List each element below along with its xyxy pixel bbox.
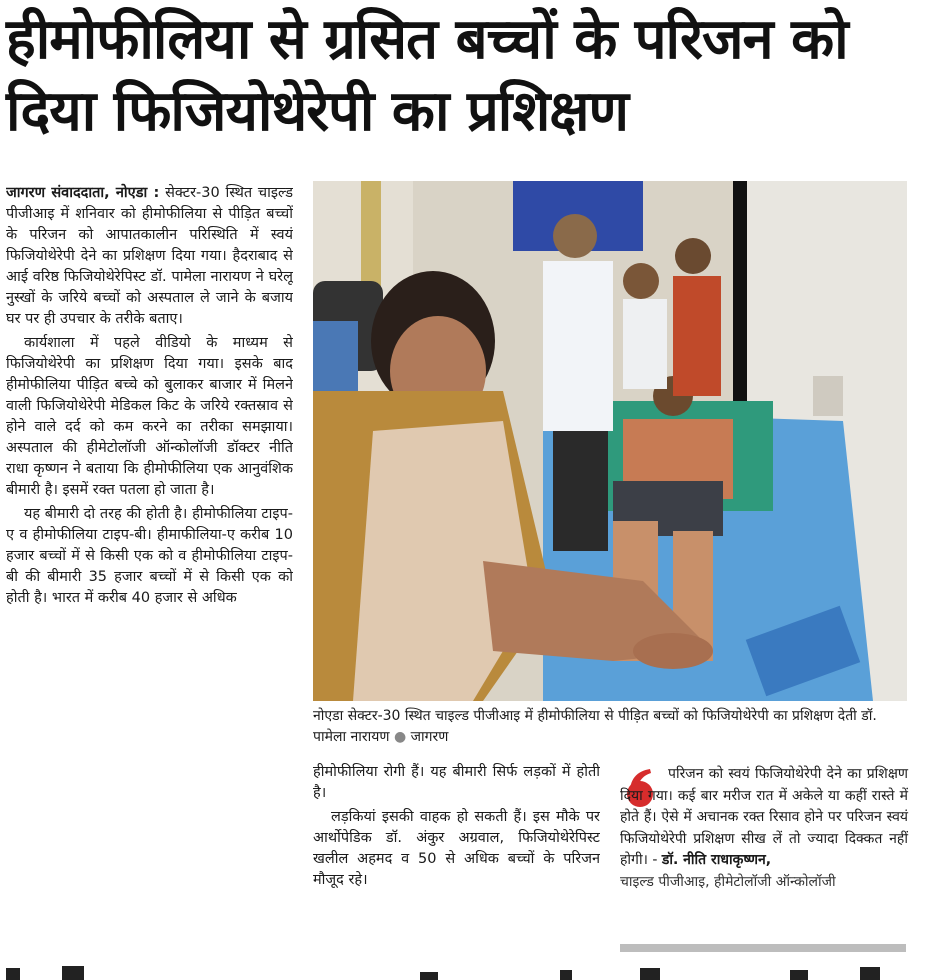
headline: हीमोफीलिया से ग्रसित बच्चों के परिजन को दिया फिजियोथेरेपी का प्रशिक्षण: [6, 7, 848, 144]
caption-text: नोएडा सेक्टर-30 स्थित चाइल्ड पीजीआइ में हीमोफीलिया से पीड़ित बच्चों को फिजियोथेरेपी का प्रशिक्षण देती डॉ. पामेला नारायण: [313, 708, 877, 745]
photo-caption: [313, 706, 907, 748]
dateline: जागरण संवाददाता, नोएडा :: [6, 185, 160, 201]
article-column-1: [6, 183, 293, 953]
pull-quote: [620, 764, 908, 954]
quote-author: डॉ. नीति राधाकृष्णन,: [661, 852, 772, 868]
credit-dot-icon: ●: [393, 729, 407, 745]
article-paragraph: यह बीमारी दो तरह की होती है। हीमोफीलिया टाइप-ए व हीमोफीलिया टाइप-बी। हीमाफीलिया-ए करीब 10 हजार बच्चों में से किसी एक को व हीमोफीलिया टाइप-बी की बीमारी 35 हजार बच्चों में से किसी एक को होती है। भारत में करीब 40 हजार से अधिक: [6, 506, 293, 606]
article-column-2: [313, 762, 600, 957]
article-paragraph: [6, 183, 293, 330]
quote-divider: [620, 944, 906, 952]
physiotherapy-photo-illustration: [313, 181, 907, 701]
article-paragraph: कार्यशाला में पहले वीडियो के माध्यम से फिजियोथेरेपी का प्रशिक्षण दिया गया। इसके बाद हीमोफीलिया पीड़ित बच्चे को बुलाकर बाजार में मिलने वाली फिजियोथेरेपी मेडिकल किट के जरिये रक्तस्राव से होने वाले दर्द को कम करने का तरीका समझाया। अस्पताल की हीमेटोलॉजी ऑन्कोलॉजी डॉक्टर नीति राधा कृष्णन ने बताया कि हीमोफीलिया एक आनुवंशिक बीमारी है। इसमें रक्त पतला हो जाता है।: [6, 335, 293, 498]
article-text: सेक्टर-30 स्थित चाइल्ड पीजीआइ में शनिवार को हीमोफीलिया से पीड़ित बच्चों के परिजन को आपातकालीन परिस्थिति में स्वयं फिजियोथेरेपी देने का प्रशिक्षण दिया गया। हैदराबाद से आई वरिष्ठ फिजियोथेरेपिस्ट डॉ. पामेला नारायण ने घरेलू नुस्खों के जरिये बच्चों को अस्पताल ले जाने के बजाय घर पर ही उपचार के तरीके बताए।: [6, 185, 293, 327]
next-article-edge: [0, 962, 928, 980]
quote-designation: चाइल्ड पीजीआइ, हीमेटोलॉजी ऑन्कोलॉजी: [620, 873, 836, 890]
photo-credit: जागरण: [410, 729, 449, 745]
quote-body: [620, 764, 908, 893]
quote-text: परिजन को स्वयं फिजियोथेरेपी देने का प्रशिक्षण दिया गया। कई बार मरीज रात में अकेले या कहीं रास्ते में होते हैं। ऐसे में अचानक रक्त रिसाव होने पर परिजन स्वयं फिजियोथेरेपी प्रशिक्षण सीख लें तो ज्यादा दिक्कत नहीं होगी। -: [620, 766, 908, 868]
cropped-text-edge: [0, 962, 928, 980]
news-photo: [313, 181, 907, 701]
article-paragraph: लड़कियां इसकी वाहक हो सकती हैं। इस मौके पर आर्थोपेडिक डॉ. अंकुर अग्रवाल, फिजियोथेरेपिस्ट खलील अहमद व 50 से अधिक बच्चों के परिजन मौजूद रहे।: [313, 809, 600, 888]
article-paragraph: हीमोफीलिया रोगी हैं। यह बीमारी सिर्फ लड़कों में होती है।: [313, 764, 600, 801]
